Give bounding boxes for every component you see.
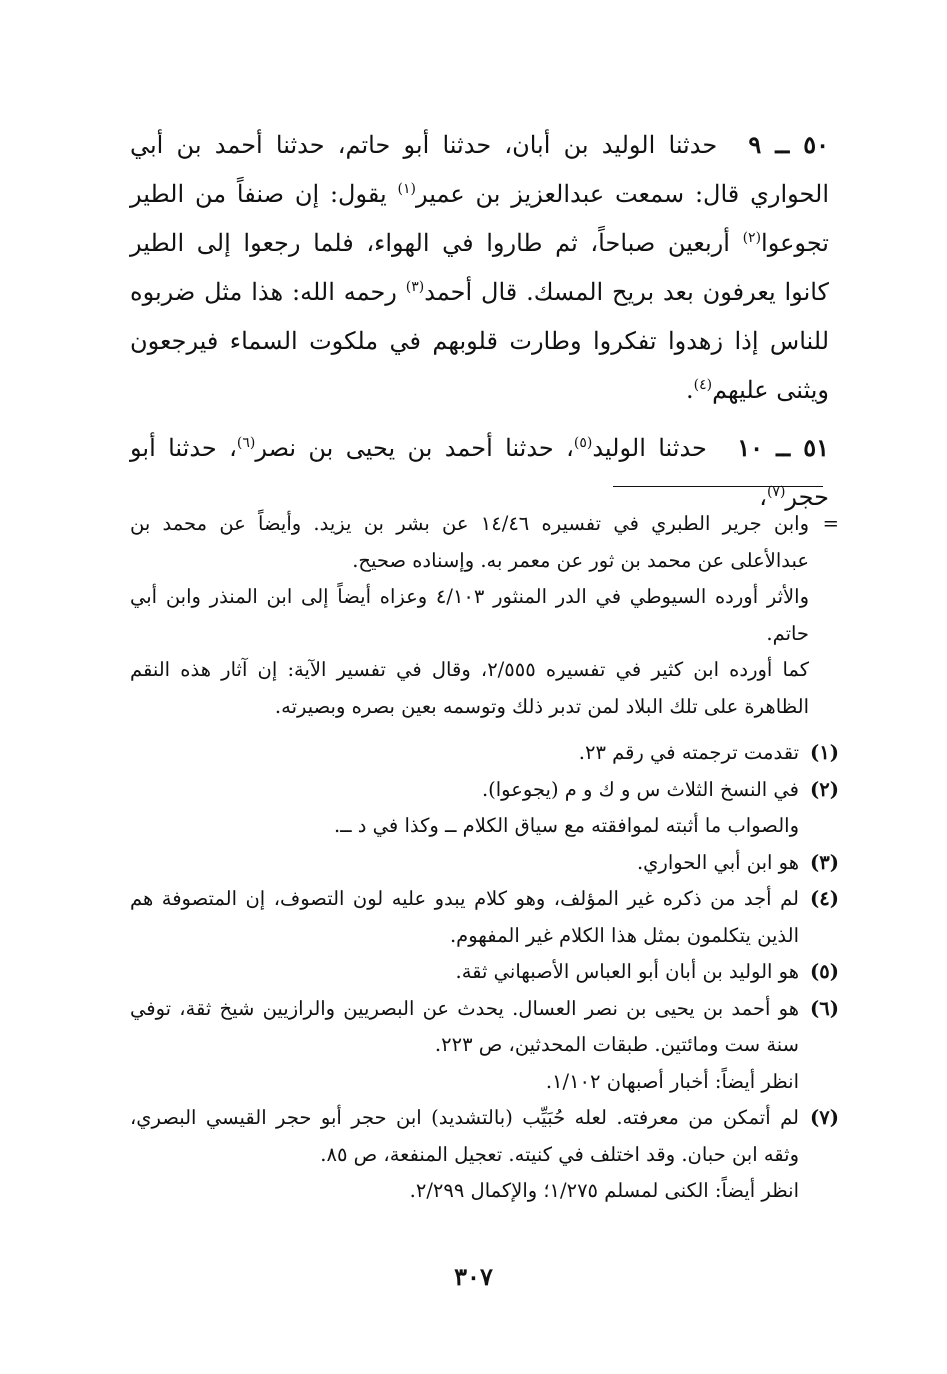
- footnote-text: انظر أيضاً: الكنى لمسلم ١/٢٧٥؛ والإكمال ٢/٢٩٩.: [409, 1179, 799, 1202]
- continuation-marker: =: [822, 512, 839, 535]
- hadith-text: حدثنا الوليد بن أبان، حدثنا أبو حاتم، حدثنا أحمد بن أبي الحواري قال: سمعت عبدالعزيز بن عمير: [130, 131, 829, 208]
- footnote-text: لم أتمكن من معرفته. لعله حُبَيِّب (بالتشديد) ابن حجر أبو حجر القيسي البصري، وثقه ابن حبان. وقد اختلف في كنيته. تعجيل المنفعة، ص ٨٥.: [130, 1106, 799, 1166]
- footnote-ref[interactable]: (٦): [236, 435, 256, 451]
- footnote-list: [130, 735, 839, 1210]
- footnote-text: لم أجد من ذكره غير المؤلف، وهو كلام يبدو عليه لون التصوف، إن المتصوفة هم الذين يتكلمون بمثل هذا الكلام غير المفهوم.: [130, 887, 799, 947]
- footnote-5: [130, 954, 839, 991]
- hadith-paragraph-50: [130, 120, 829, 415]
- footnote-ref[interactable]: (١): [397, 181, 416, 197]
- footnote-number: (٧): [810, 1106, 839, 1129]
- footnote-4: [130, 881, 839, 954]
- hadith-text: أربعين صباحاً، ثم طاروا في الهواء، فلما رجعوا إلى الطير كانوا يعرفون بعد بريح المسك. قال أحمد: [130, 229, 829, 306]
- hadith-number: ٥٠ ــ ٩: [748, 130, 829, 159]
- continued-note-text: وابن جرير الطبري في تفسيره ١٤/٤٦ عن بشر بن يزيد. وأيضاً عن محمد بن عبدالأعلى عن محمد بن ثور عن معمر به. وإسناده صحيح.: [130, 512, 810, 572]
- footnote-text: تقدمت ترجمته في رقم ٢٣.: [578, 741, 799, 764]
- footnote-separator: [613, 486, 823, 487]
- footnote-text: في النسخ الثلاث س و ك و م (يجوعوا).: [481, 777, 799, 801]
- footnote-ref[interactable]: (٤): [693, 377, 713, 393]
- hadith-text: .: [685, 376, 694, 404]
- footnote-2: [130, 772, 839, 845]
- hadith-text: ، حدثنا أبو حجر: [130, 434, 829, 511]
- footnote-text: انظر أيضاً: أخبار أصبهان ١/١٠٢.: [545, 1069, 799, 1093]
- footnote-ref[interactable]: (٣): [405, 279, 425, 295]
- hadith-text: رحمه الله: هذا مثل ضربوه للناس إذا زهدوا تفكروا وطارت قلوبهم في ملكوت السماء فيرجعون ويثنى عليهم: [130, 278, 829, 404]
- hadith-text: يقول: إن صنفاً من الطير تجوعوا: [130, 180, 829, 257]
- continued-footnote: [130, 506, 839, 725]
- footnote-number: (٤): [810, 887, 839, 910]
- footnote-number: (١): [810, 741, 839, 764]
- page-number: ٣٠٧: [454, 1262, 493, 1291]
- hadith-text: ،: [759, 483, 767, 511]
- hadith-text: حدثنا الوليد: [592, 434, 707, 462]
- footnote-text: هو أحمد بن يحيى بن نصر العسال. يحدث عن البصريين والرازيين شيخ ثقة، توفي سنة ست ومائتين. طبقات المحدثين، ص ٢٢٣.: [130, 996, 799, 1056]
- footnote-number: (٦): [810, 996, 839, 1020]
- footnote-1: [130, 735, 839, 772]
- footnote-3: [130, 845, 839, 882]
- footnote-ref[interactable]: (٥): [573, 435, 593, 451]
- footnote-text: هو ابن أبي الحواري.: [636, 850, 799, 874]
- footnotes-section: [130, 506, 839, 1210]
- main-text: [130, 120, 829, 522]
- footnote-text: والصواب ما أثبته لموافقته مع سياق الكلام ــ وكذا في د ــ.: [333, 814, 799, 837]
- footnote-number: (٥): [810, 960, 839, 983]
- footnote-6: [130, 991, 839, 1101]
- footnote-number: (٣): [810, 850, 839, 874]
- continued-note-text: كما أورده ابن كثير في تفسيره ٢/٥٥٥، وقال في تفسير الآية: إن آثار هذه النقم الظاهرة على تلك البلاد لمن تدبر ذلك وتوسمه بعين بصره وبصيرته.: [130, 658, 809, 718]
- hadith-number: ٥١ ــ ١٠: [737, 433, 830, 462]
- footnote-ref[interactable]: (٧): [766, 484, 786, 500]
- hadith-text: ، حدثنا أحمد بن يحيى بن نصر: [255, 434, 574, 462]
- footnote-ref[interactable]: (٢): [742, 230, 762, 246]
- continued-note-text: والأثر أورده السيوطي في الدر المنثور ٤/١٠٣ وعزاه أيضاً إلى ابن المنذر وابن أبي حاتم.: [130, 585, 809, 645]
- footnote-text: هو الوليد بن أبان أبو العباس الأصبهاني ثقة.: [455, 960, 799, 983]
- footnote-number: (٢): [810, 777, 839, 801]
- footnote-7: [130, 1100, 839, 1210]
